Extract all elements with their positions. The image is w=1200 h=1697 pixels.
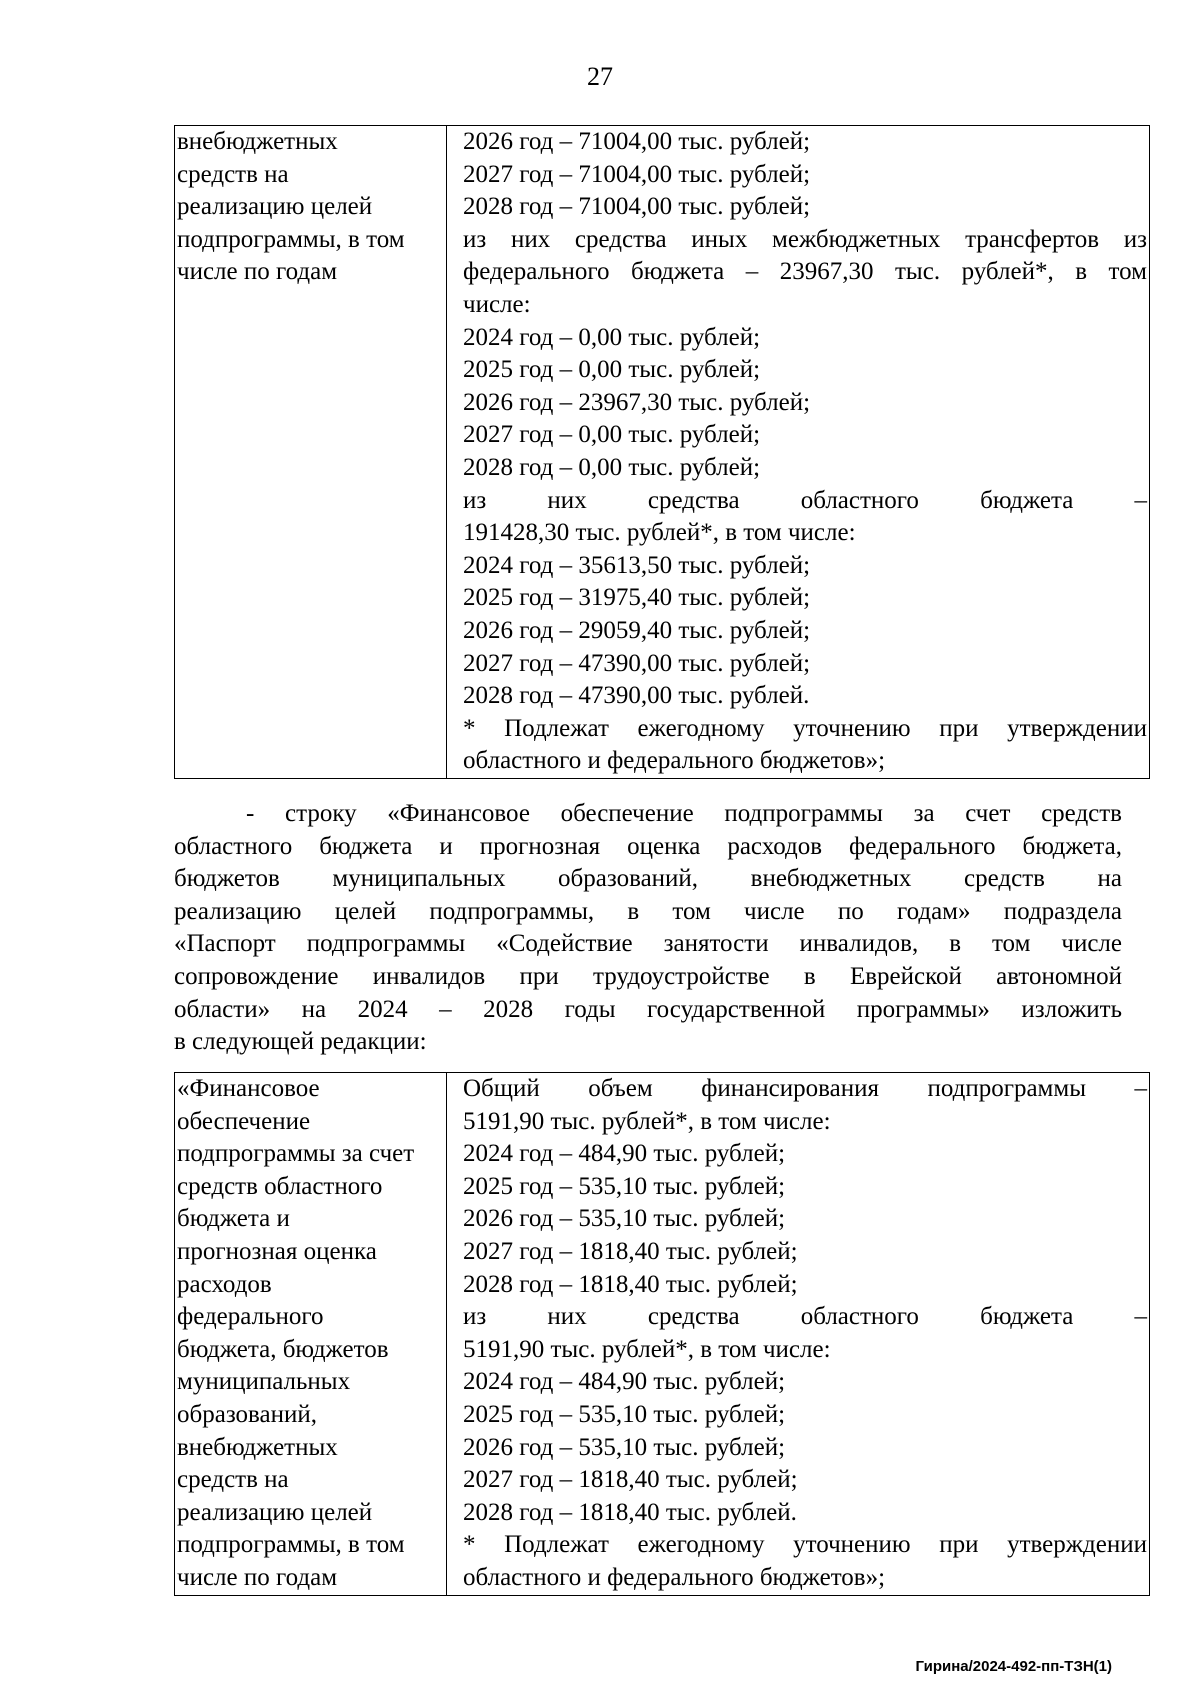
cell-line: числе:: [463, 290, 531, 318]
table-row: [175, 1073, 1150, 1596]
cell-line: 2024 год – 484,90 тыс. рублей;: [463, 1140, 786, 1168]
cell-line: 2027 год – 47390,00 тыс. рублей;: [463, 649, 811, 677]
cell-line: 2026 год – 29059,40 тыс. рублей;: [463, 616, 811, 644]
cell-line: 2025 год – 31975,40 тыс. рублей;: [463, 584, 811, 612]
cell-line: муниципальных: [177, 1368, 351, 1396]
cell-line: подпрограммы за счет: [177, 1140, 415, 1168]
cell-line: 2026 год – 535,10 тыс. рублей;: [463, 1433, 786, 1461]
cell-line: 2026 год – 71004,00 тыс. рублей;: [463, 128, 811, 155]
cell-line: обеспечение: [177, 1107, 311, 1135]
paragraph-line: сопровождение инвалидов при трудоустройстве в Еврейской автономной: [174, 962, 1122, 990]
cell-line: областного и федерального бюджетов»;: [463, 747, 886, 775]
cell-line: из них средства областного бюджета –: [463, 486, 1147, 514]
cell-line: реализацию целей: [177, 1498, 373, 1526]
cell-line: из них средства областного бюджета –: [463, 1303, 1147, 1331]
cell-line: 2027 год – 0,00 тыс. рублей;: [463, 421, 761, 449]
cell-line: подпрограммы, в том: [177, 225, 405, 253]
cell-line: 2024 год – 0,00 тыс. рублей;: [463, 323, 761, 351]
cell-line: из них средства иных межбюджетных трансфертов из: [463, 225, 1147, 253]
document-code: Гирина/2024-492-пп-ТЗН(1): [915, 1658, 1112, 1675]
cell-line: федерального бюджета – 23967,30 тыс. рублей*, в том: [463, 258, 1147, 286]
paragraph-line: области» на 2024 – 2028 годы государственной программы» изложить: [174, 995, 1122, 1023]
cell-line: прогнозная оценка: [177, 1237, 377, 1265]
cell-line: 5191,90 тыс. рублей*, в том числе:: [463, 1335, 831, 1363]
cell-line: 2024 год – 484,90 тыс. рублей;: [463, 1368, 786, 1396]
cell-line: 2028 год – 1818,40 тыс. рублей;: [463, 1270, 798, 1298]
paragraph-line: реализацию целей подпрограммы, в том числе по годам» подраздела: [174, 897, 1122, 925]
cell-line: 2027 год – 71004,00 тыс. рублей;: [463, 160, 811, 188]
row-label-cell: [175, 126, 447, 779]
cell-line: 2027 год – 1818,40 тыс. рублей;: [463, 1237, 798, 1265]
cell-line: подпрограммы, в том: [177, 1531, 405, 1559]
cell-line: 2024 год – 35613,50 тыс. рублей;: [463, 551, 811, 579]
cell-line: «Финансовое: [177, 1075, 320, 1102]
row-label-cell: [175, 1073, 447, 1596]
cell-line: 191428,30 тыс. рублей*, в том числе:: [463, 519, 856, 547]
cell-line: средств на: [177, 160, 289, 188]
cell-line: 2025 год – 535,10 тыс. рублей;: [463, 1172, 786, 1200]
cell-line: внебюджетных: [177, 128, 338, 155]
paragraph-line: - строку «Финансовое обеспечение подпрограммы за счет средств: [246, 800, 1122, 827]
cell-line: числе по годам: [177, 258, 338, 286]
cell-line: 2028 год – 47390,00 тыс. рублей.: [463, 682, 810, 710]
cell-line: 2028 год – 71004,00 тыс. рублей;: [463, 193, 811, 221]
page-number: 27: [587, 62, 613, 91]
cell-line: 2026 год – 23967,30 тыс. рублей;: [463, 388, 811, 416]
cell-line: образований,: [177, 1400, 318, 1428]
cell-line: Общий объем финансирования подпрограммы –: [463, 1075, 1147, 1102]
cell-line: 2027 год – 1818,40 тыс. рублей;: [463, 1466, 798, 1494]
cell-line: внебюджетных: [177, 1433, 338, 1461]
amendment-paragraph: [174, 798, 1122, 1059]
cell-line: 2028 год – 1818,40 тыс. рублей.: [463, 1498, 797, 1526]
cell-line: 2025 год – 535,10 тыс. рублей;: [463, 1400, 786, 1428]
cell-line: 2026 год – 535,10 тыс. рублей;: [463, 1205, 786, 1233]
cell-line: 2025 год – 0,00 тыс. рублей;: [463, 356, 761, 384]
row-value-cell: [447, 126, 1150, 779]
cell-line: бюджета и: [177, 1205, 290, 1233]
cell-line: расходов: [177, 1270, 272, 1298]
cell-line: средств на: [177, 1466, 289, 1494]
table-row: [175, 126, 1150, 779]
paragraph-line: областного бюджета и прогнозная оценка расходов федерального бюджета,: [174, 832, 1122, 860]
cell-line: средств областного: [177, 1172, 383, 1200]
paragraph-line: «Паспорт подпрограммы «Содействие занятости инвалидов, в том числе: [174, 930, 1122, 958]
cell-line: федерального: [177, 1303, 324, 1331]
row-value-cell: [447, 1073, 1150, 1596]
cell-line: 5191,90 тыс. рублей*, в том числе:: [463, 1107, 831, 1135]
passport-table-continued: [174, 125, 1150, 779]
cell-line: числе по годам: [177, 1563, 338, 1591]
paragraph-line: бюджетов муниципальных образований, внебюджетных средств на: [174, 865, 1122, 893]
cell-line: * Подлежат ежегодному уточнению при утверждении: [463, 714, 1147, 742]
paragraph-line: в следующей редакции:: [174, 1028, 427, 1056]
cell-line: 2028 год – 0,00 тыс. рублей;: [463, 453, 761, 481]
passport-table-new-edition: [174, 1072, 1150, 1596]
cell-line: бюджета, бюджетов: [177, 1335, 389, 1363]
cell-line: * Подлежат ежегодному уточнению при утверждении: [463, 1531, 1147, 1559]
cell-line: областного и федерального бюджетов»;: [463, 1563, 886, 1591]
cell-line: реализацию целей: [177, 193, 373, 221]
